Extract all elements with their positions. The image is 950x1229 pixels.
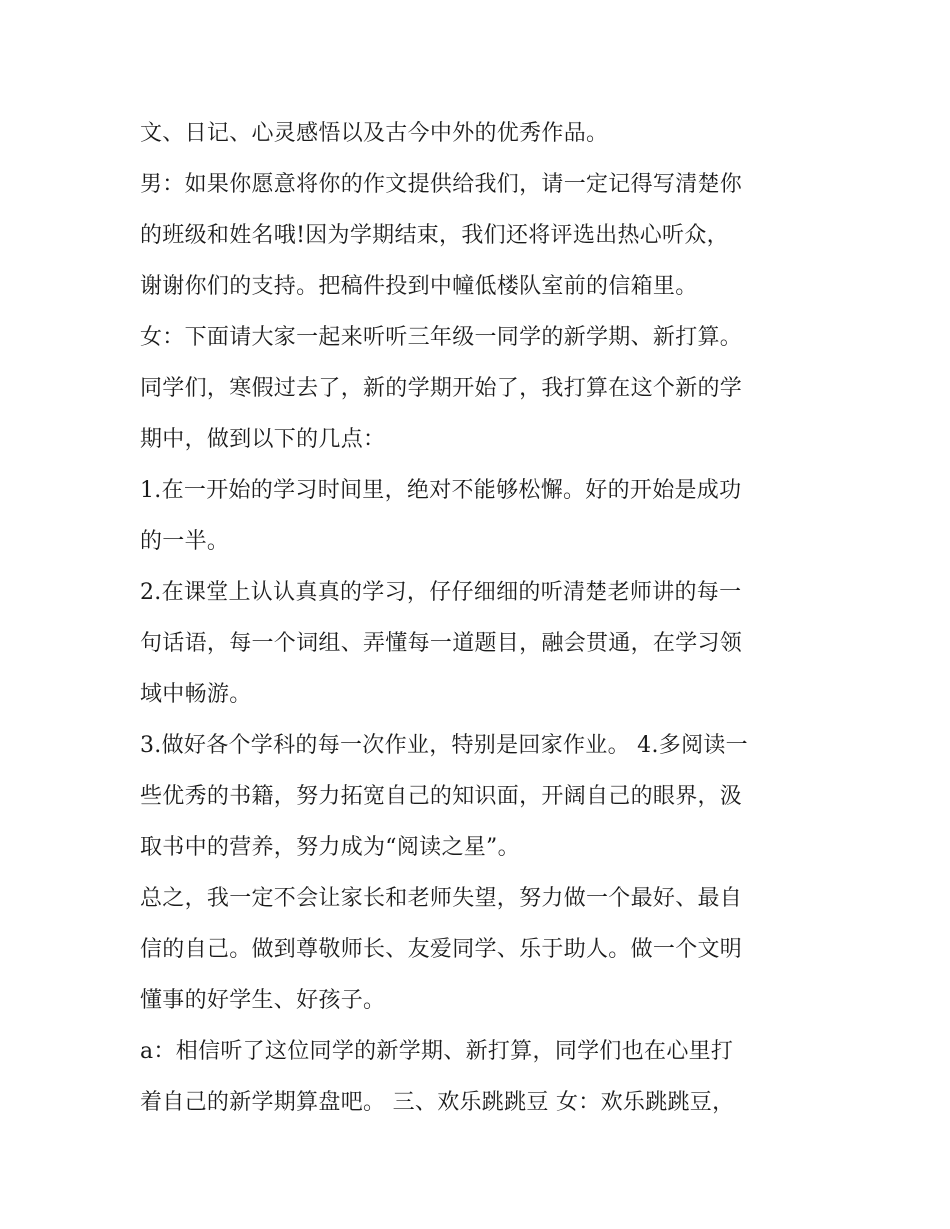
document-body	[140, 108, 820, 1128]
text-line: 懂事的好学生、好孩子。	[140, 988, 386, 1013]
text-line: 2.在课堂上认认真真的学习，仔仔细细的听清楚老师讲的每一	[140, 580, 742, 605]
text-line: 句话语，每一个词组、弄懂每一道题目，融会贯通，在学习领	[140, 631, 743, 656]
text-line: a：相信听了这位同学的新学期、新打算，同学们也在心里打	[140, 1039, 734, 1064]
text-line: 谢谢你们的支持。把稿件投到中幢低楼队室前的信箱里。	[140, 274, 698, 299]
text-line: 期中，做到以下的几点：	[140, 427, 386, 452]
text-line: 信的自己。做到尊敬师长、友爱同学、乐于助人。做一个文明	[140, 937, 743, 962]
text-line: 3.做好各个学科的每一次作业，特别是回家作业。 4.多阅读一	[140, 733, 748, 758]
text-line: 些优秀的书籍，努力拓宽自己的知识面，开阔自己的眼界，汲	[140, 784, 743, 809]
text-line: 同学们，寒假过去了，新的学期开始了，我打算在这个新的学	[140, 376, 743, 401]
text-line: 总之，我一定不会让家长和老师失望，努力做一个最好、最自	[140, 886, 743, 911]
text-line: 女：下面请大家一起来听听三年级一同学的新学期、新打算。	[140, 325, 743, 350]
text-line: 域中畅游。	[140, 682, 252, 707]
text-line: 文、日记、心灵感悟以及古今中外的优秀作品。	[140, 121, 609, 146]
text-line: 取书中的营养，努力成为“阅读之星”。	[140, 835, 520, 860]
text-line: 着自己的新学期算盘吧。 三、欢乐跳跳豆 女：欢乐跳跳豆，	[140, 1090, 735, 1115]
text-line: 1.在一开始的学习时间里，绝对不能够松懈。好的开始是成功	[140, 478, 742, 503]
text-line: 男：如果你愿意将你的作文提供给我们，请一定记得写清楚你	[140, 172, 743, 197]
text-line: 的一半。	[140, 529, 230, 554]
text-line: 的班级和姓名哦!因为学期结束，我们还将评选出热心听众，	[140, 223, 729, 248]
